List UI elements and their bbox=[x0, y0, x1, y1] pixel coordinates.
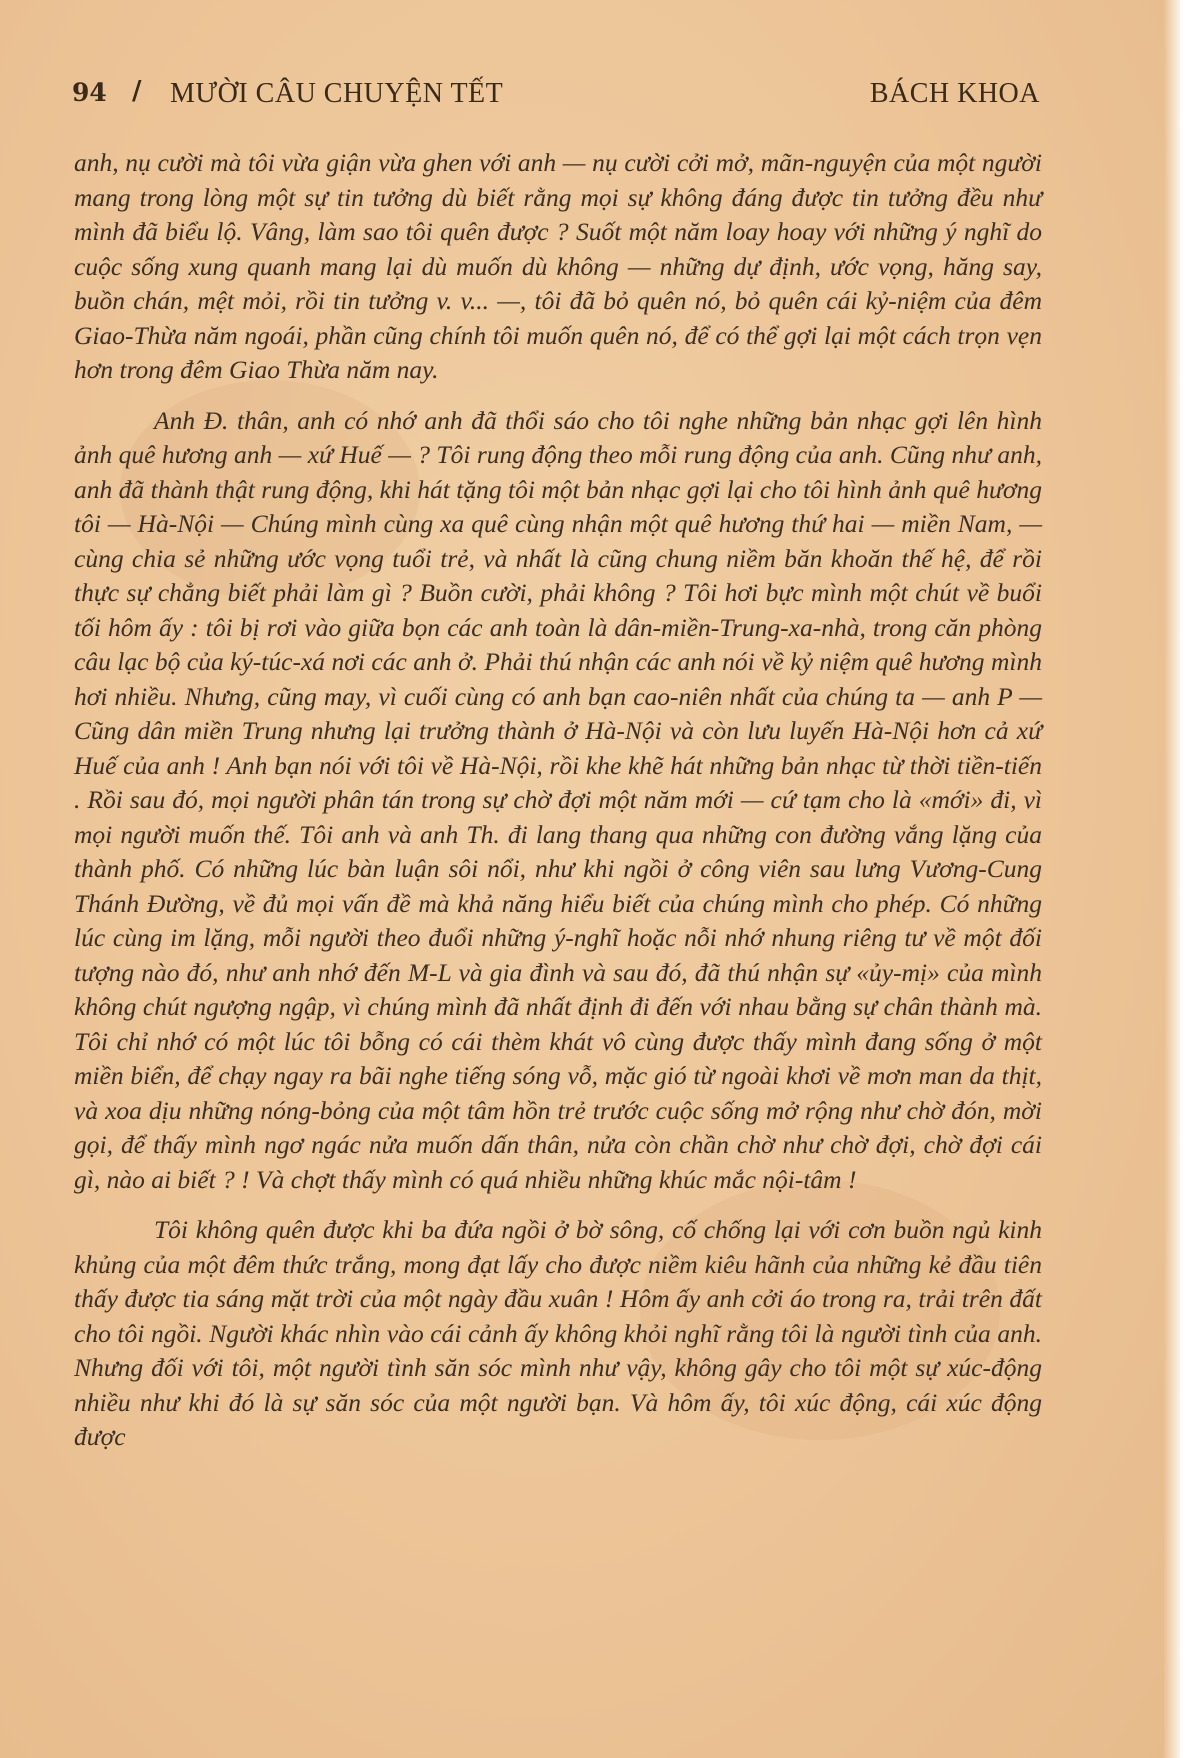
paragraph: anh, nụ cười mà tôi vừa giận vừa ghen với anh — nụ cười cởi mở, mãn-nguyện của một người mang trong lòng một sự tin tưởng dù biết rằng mọi sự không đáng được tin tưởng đều như mình đã biểu lộ. Vâng, làm sao tôi quên được ? Suốt một năm loay hoay với những ý nghĩ do cuộc sống xung quanh mang lại dù muốn dù không — những dự định, ước vọng, hăng say, buồn chán, mệt mỏi, rồi tin tưởng v. v... —, tôi đã bỏ quên nó, bỏ quên cái kỷ-niệm của đêm Giao-Thừa năm ngoái, phần cũng chính tôi muốn quên nó, để có thể gợi lại một cách trọn vẹn hơn trong đêm Giao Thừa năm nay. bbox=[74, 148, 1042, 384]
page-binding-edge bbox=[1164, 0, 1180, 1758]
page-header bbox=[72, 72, 1040, 112]
journal-name: BÁCH KHOA bbox=[869, 78, 1040, 109]
article-body bbox=[74, 146, 1042, 1455]
paragraph: Anh Đ. thân, anh có nhớ anh đã thổi sáo cho tôi nghe những bản nhạc gợi lên hình ảnh quê hương anh — xứ Huế — ? Tôi rung động theo mỗi rung động của anh. Cũng như anh, anh đã thành thật rung động, khi hát tặng tôi một bản nhạc gợi lại cho tôi hình ảnh quê hương tôi — Hà-Nội — Chúng mình cùng xa quê cùng nhận một quê hương thứ hai — miền Nam, — cùng chia sẻ những ước vọng tuổi trẻ, và nhất là cũng chung niềm băn khoăn thế hệ, để rồi thực sự chẳng biết phải làm gì ? Buồn cười, phải không ? Tôi hơi bực mình một chút về buổi tối hôm ấy : tôi bị rơi vào giữa bọn các anh toàn là dân-miền-Trung-xa-nhà, trong căn phòng câu lạc bộ của ký-túc-xá nơi các anh ở. Phải thú nhận các anh nói về kỷ niệm quê hương mình hơi nhiều. Nhưng, cũng may, vì cuối cùng có anh bạn cao-niên nhất của chúng ta — anh P — Cũng dân miền Trung nhưng lại trưởng thành ở Hà-Nội và còn lưu luyến Hà-Nội hơn cả xứ Huế của anh ! Anh bạn nói với tôi về Hà-Nội, rồi khe khẽ hát những bản nhạc từ thời tiền-tiến . Rồi sau đó, mọi người phân tán trong sự chờ đợi một năm mới — cứ tạm cho là «mới» đi, vì mọi người muốn thế. Tôi anh và anh Th. đi lang thang qua những con đường vắng lặng của thành phố. Có những lúc bàn luận sôi nổi, như khi ngồi ở công viên sau lưng Vương-Cung Thánh Đường, về đủ mọi vấn đề mà khả năng hiểu biết của chúng mình cho phép. Có những lúc cùng im lặng, mỗi người theo đuổi những ý-nghĩ hoặc nỗi nhớ nhung riêng tư về một đối tượng nào đó, như anh nhớ đến M-L và gia đình và sau đó, đã thú nhận sự «ủy-mị» của mình không chút ngượng ngập, vì chúng mình đã nhất định đi đến với nhau bằng sự chân thành mà. Tôi chỉ nhớ có một lúc tôi bỗng có cái thèm khát vô cùng được thấy mình đang sống ở một miền biển, để chạy ngay ra bãi nghe tiếng sóng vỗ, mặc gió từ ngoài khơi về mơn man da thịt, và xoa dịu những nóng-bỏng của một tâm hồn trẻ trước cuộc sống mở rộng như chờ đón, mời gọi, để thấy mình ngơ ngác nửa muốn dấn thân, nửa còn chần chờ như chờ đợi, chờ đợi cái gì, nào ai biết ? ! Và chợt thấy mình có quá nhiều những khúc mắc nội-tâm ! bbox=[74, 405, 1042, 1194]
running-title: MƯỜI CÂU CHUYỆN TẾT bbox=[170, 78, 504, 109]
header-separator: / bbox=[132, 76, 142, 106]
paragraph: Tôi không quên được khi ba đứa ngồi ở bờ sông, cố chống lại với cơn buồn ngủ kinh khủng của một đêm thức trắng, mong đạt lấy cho được niềm kiêu hãnh của những kẻ đầu tiên thấy được tia sáng mặt trời của một ngày đầu xuân ! Hôm ấy anh cởi áo trong ra, trải trên đất cho tôi ngồi. Người khác nhìn vào cái cảnh ấy không khỏi nghĩ rằng tôi là người tình của anh. Nhưng đối với tôi, một người tình săn sóc mình như vậy, không gây cho tôi một sự xúc-động nhiều như khi đó là sự săn sóc của một người bạn. Và hôm ấy, tôi xúc động, cái xúc động được bbox=[74, 1215, 1042, 1451]
page-number: 94 bbox=[72, 78, 107, 107]
